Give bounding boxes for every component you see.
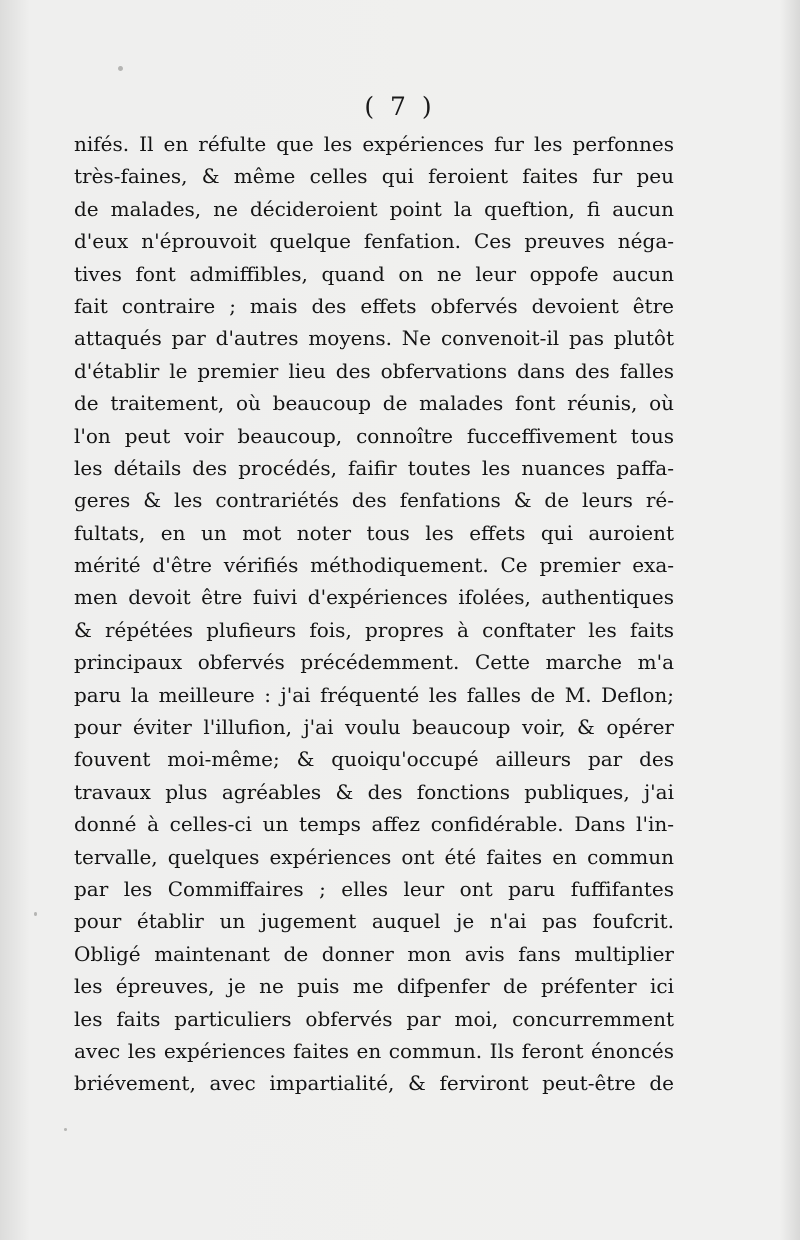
text-line: pour éviter l'illufion, j'ai voulu beaucoup voir, & opérer xyxy=(74,715,674,740)
text-line: d'eux n'éprouvoit quelque fenfation. Ces preuves néga- xyxy=(74,229,674,254)
text-line: par les Commiffaires ; elles leur ont paru fuffifantes xyxy=(74,876,674,901)
text-line: paru la meilleure : j'ai fréquenté les falles de M. Deflon; xyxy=(74,682,674,707)
text-line: avec les expériences faites en commun. Ils feront énoncés xyxy=(74,1038,674,1063)
text-line: fultats, en un mot noter tous les effets qui auroient xyxy=(74,520,674,545)
text-line: & répétées plufieurs fois, propres à conftater les faits xyxy=(74,617,674,642)
text-line: de malades, ne décideroient point la queftion, fi aucun xyxy=(74,196,674,221)
text-line: briévement, avec impartialité, & ferviront peut-être de xyxy=(74,1071,674,1096)
text-line: donné à celles-ci un temps affez confidérable. Dans l'in- xyxy=(74,812,674,837)
paper-speck xyxy=(118,66,123,71)
text-line: tives font admiffibles, quand on ne leur oppofe aucun xyxy=(74,261,674,286)
text-line: fait contraire ; mais des effets obfervés devoient être xyxy=(74,293,674,318)
text-line: attaqués par d'autres moyens. Ne convenoit-il pas plutôt xyxy=(74,326,674,351)
text-line: principaux obfervés précédemment. Cette marche m'a xyxy=(74,650,674,675)
text-line: pour établir un jugement auquel je n'ai pas foufcrit. xyxy=(74,909,674,934)
text-line: Obligé maintenant de donner mon avis fans multiplier xyxy=(74,941,674,966)
text-line: men devoit être fuivi d'expériences ifolées, authentiques xyxy=(74,585,674,610)
page-number: ( 7 ) xyxy=(364,92,436,121)
text-line: les détails des procédés, faifir toutes les nuances paffa- xyxy=(74,455,674,480)
text-line: mérité d'être vérifiés méthodiquement. Ce premier exa- xyxy=(74,553,674,578)
text-line: de traitement, où beaucoup de malades font réunis, où xyxy=(74,391,674,416)
body-text xyxy=(74,128,674,1100)
text-line: travaux plus agréables & des fonctions publiques, j'ai xyxy=(74,779,674,804)
text-line: fouvent moi-même; & quoiqu'occupé ailleurs par des xyxy=(74,747,674,772)
paper-speck xyxy=(34,912,37,916)
text-line: geres & les contrariétés des fenfations & de leurs ré- xyxy=(74,488,674,513)
text-line: très-faines, & même celles qui feroient faites fur peu xyxy=(74,164,674,189)
text-line: d'établir le premier lieu des obfervations dans des falles xyxy=(74,358,674,383)
text-line: l'on peut voir beaucoup, connoître fucceffivement tous xyxy=(74,423,674,448)
text-line: les faits particuliers obfervés par moi, concurremment xyxy=(74,1006,674,1031)
text-line: nifés. Il en réfulte que les expériences fur les perfonnes xyxy=(74,132,674,156)
text-line: tervalle, quelques expériences ont été faites en commun xyxy=(74,844,674,869)
paper-speck xyxy=(64,1128,67,1131)
text-line: les épreuves, je ne puis me difpenfer de préfenter ici xyxy=(74,974,674,999)
